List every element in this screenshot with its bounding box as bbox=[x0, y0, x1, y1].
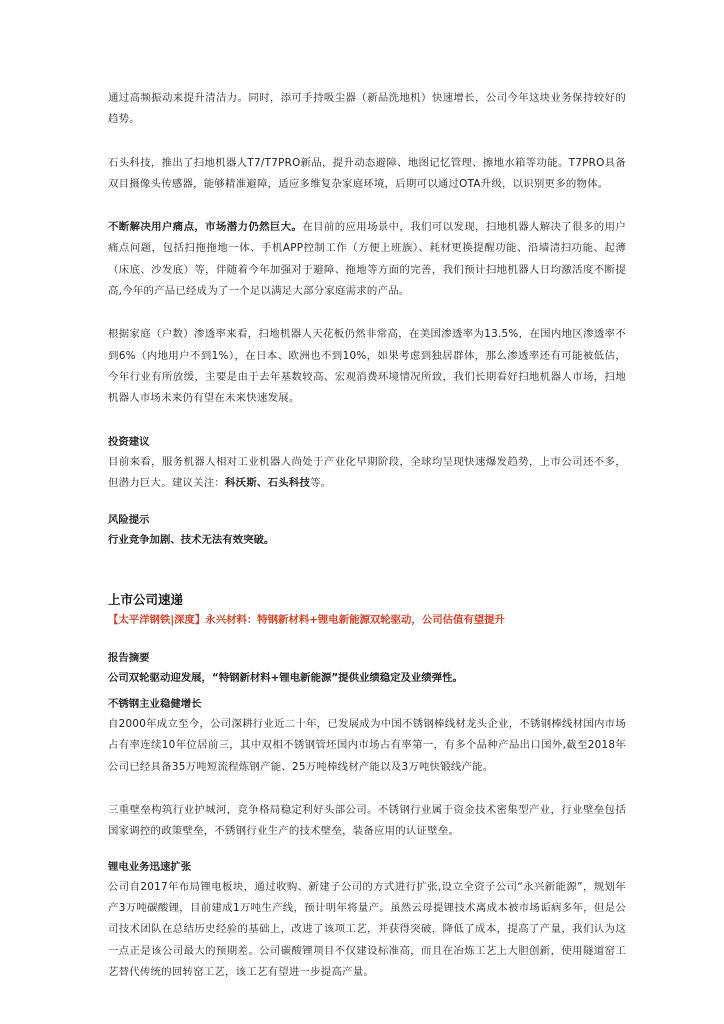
paragraph-body: 在目前的应用场景中，我们可以发现，扫地机器人解决了很多的用户痛点问题，包括扫拖拖地一体、手机APP控制工作（方便上班族）、耗材更换提醒功能、沿墙清扫功能、起薄（床底、沙发底）等，伴随着今年加强对于避障、拖地等方面的完善，我们预计扫地机器人日均激活度不断提高,今年的产品已经成为了一个足以满足大部分家庭需求的产品。 bbox=[108, 221, 627, 298]
paragraph-tineco: 通过高频振动来提升清洁力。同时，添可手持吸尘器（新品洗地机）快速增长，公司今年这块业务保持较好的趋势。 bbox=[108, 92, 626, 126]
paragraph-roborock: 石头科技，推出了扫地机器人T7/T7PRO新品，提升动态避障、地图记忆管理、擦地水箱等功能。T7PRO具备双目摄像头传感器，能够精准避障，适应多维复杂家庭环境，后期可以通过OTA升级，以识别更多的物体。 bbox=[108, 156, 626, 190]
listed-heading: 上市公司速递 bbox=[108, 592, 184, 608]
invest-text bbox=[108, 452, 626, 495]
summary-heading: 报告摘要 bbox=[108, 652, 150, 665]
invest-tail: 等。 bbox=[310, 476, 332, 489]
steel-heading: 不锈钢主业稳健增长 bbox=[108, 698, 202, 711]
paragraph-penetration: 根据家庭（户数）渗透率来看，扫地机器人天花板仍然非常高，在美国渗透率为13.5%，在国内地区渗透率不到6%（内地用户不到1%），在日本、欧洲也不到10%，如果考虑到独居群体，那么渗透率还有可能被低估，今年行业有所放缓，主要是由于去年基数较高、宏观消费环境情况所致，我们长期看好扫地机器人市场，扫地机器人市场未来仍有望在未来快速发展。 bbox=[108, 328, 626, 405]
risk-heading: 风险提示 bbox=[108, 514, 150, 527]
lithium-paragraph: 公司自2017年布局锂电板块，通过收购、新建子公司的方式进行扩张,设立全资子公司“永兴新能源”，规划年产3万吨碳酸锂，目前建成1万吨生产线，预计明年将量产。虽然云母提锂技术离成本被市场诟病多年，但是公司技术团队在总结历史经验的基础上，改进了该项工艺，并获得突破，降低了成本，提高了产量，我们认为这一点正是该公司最大的预期差。公司碳酸锂项目不仅建设标准高，而且在冶炼工艺上大胆创新，使用隧道窑工艺替代传统的回转窑工艺，该工艺有望进一步提高产量。 bbox=[108, 880, 626, 978]
steel-paragraph-2: 三重壁垒构筑行业护城河，竞争格局稳定利好头部公司。不锈钢行业属于资金技术密集型产业，行业壁垒包括国家调控的政策壁垒，不锈钢行业生产的技术壁垒，装备应用的认证壁垒。 bbox=[108, 804, 626, 838]
report-title-link[interactable]: 【太平洋钢铁|深度】永兴材料：特钢新材料+锂电新能源双轮驱动，公司估值有望提升 bbox=[108, 614, 505, 627]
invest-body: 目前来看，服务机器人相对工业机器人尚处于产业化早期阶段，全球均呈现快速爆发趋势，上市公司还不多，但潜力巨大。建议关注： bbox=[108, 455, 626, 489]
invest-picks: 科沃斯、石头科技 bbox=[225, 476, 311, 489]
summary-text: 公司双轮驱动迎发展，“特钢新材料+锂电新能源”提供业绩稳定及业绩弹性。 bbox=[108, 672, 463, 685]
risk-text: 行业竞争加剧、技术无法有效突破。 bbox=[108, 534, 275, 547]
document-page bbox=[108, 88, 626, 983]
paragraph-market-potential bbox=[108, 217, 626, 302]
invest-heading: 投资建议 bbox=[108, 435, 150, 448]
steel-paragraph-1: 自2000年成立至今，公司深耕行业近二十年，已发展成为中国不锈钢棒线材龙头企业，不锈钢棒线材国内市场占有率连续10年位居前三，其中双相不锈钢管坯国内市场占有率第一，有多个品种产品出口国外,截至2018年公司已经具备35万吨短流程炼钢产能、25万吨棒线材产能以及3万吨快锻线产能。 bbox=[108, 718, 626, 773]
lithium-heading: 锂电业务迅速扩张 bbox=[108, 860, 192, 873]
paragraph-lead-bold: 不断解决用户痛点，市场潜力仍然巨大。 bbox=[108, 221, 303, 234]
